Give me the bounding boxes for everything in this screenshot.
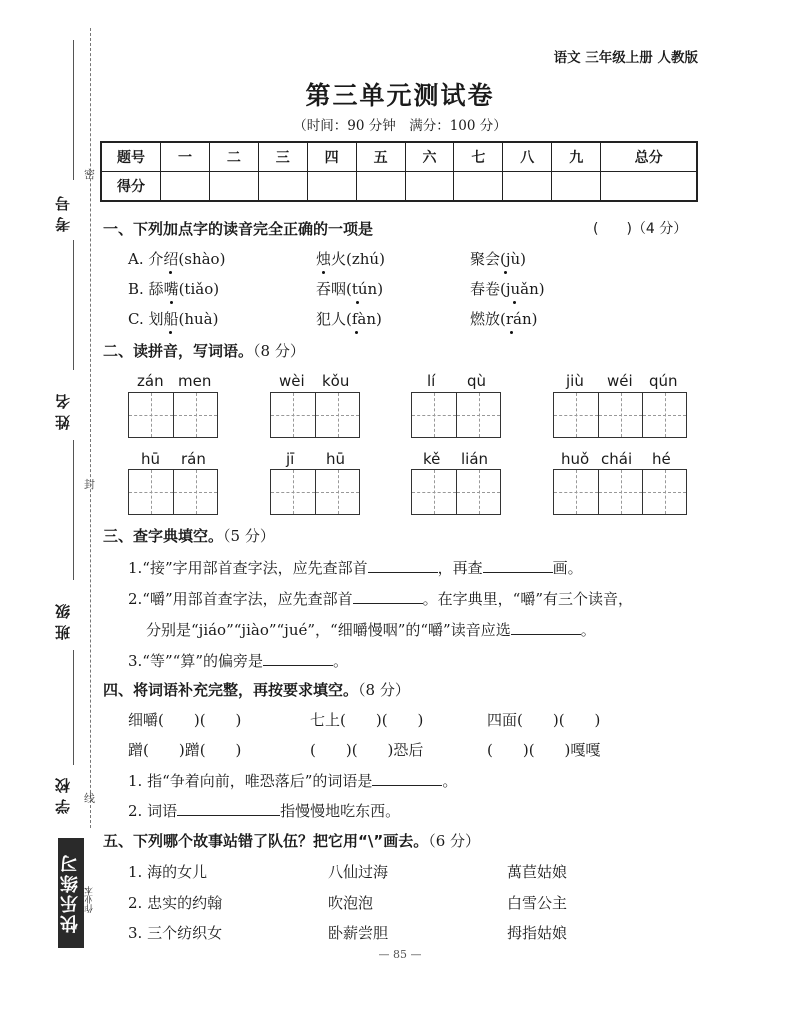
opt-text: (shào) [178,250,226,268]
writing-grid[interactable] [128,469,218,515]
opt-dotted-char: 会(jù) [485,250,527,268]
pinyin: rán [181,450,206,468]
seal-mark-mi: 密 [84,168,95,181]
q5-story[interactable]: 1. 海的女儿 [128,863,208,881]
q4-text: 。 [442,772,458,790]
answer-blank[interactable] [353,587,423,604]
pinyin: huǒ [561,450,590,468]
q2-title-text: 二、读拼音，写词语。 [103,342,254,360]
pinyin: men [178,372,212,390]
answer-blank[interactable] [511,618,581,635]
q1-option-c-2 [316,308,382,329]
opt-dotted-char: 人(fàn) [331,310,382,328]
q4-title [103,679,410,700]
writing-grid[interactable] [128,392,218,438]
q3-text: 2.“嚼”用部首查字法，应先查部首 [128,590,353,608]
seal-mark-feng: 封 [84,478,95,491]
score-cell[interactable] [356,172,405,202]
q3-text: 3.“等”“算”的偏旁是 [128,652,263,670]
grid-cell[interactable] [315,393,359,437]
writing-grid[interactable] [411,392,501,438]
q3-text: 。在字典里，“嚼”有三个读音， [422,590,633,608]
grid-cell[interactable] [456,470,500,514]
q2-title [103,340,305,361]
answer-blank[interactable] [263,649,333,666]
q4-word[interactable]: 蹭( )蹭( ) [128,741,242,759]
q5-story[interactable]: 拇指姑娘 [507,924,568,942]
q5-points: （6 分） [428,832,481,850]
q5-story[interactable]: 萬苣姑娘 [507,863,568,881]
kaohao-label: 考号 [54,190,72,232]
q3-points: （5 分） [223,527,275,545]
grid-cell[interactable] [598,393,642,437]
grid-cell[interactable] [598,470,642,514]
q4-word[interactable]: 四面( )( ) [487,711,601,729]
q1-answer-box[interactable]: ( ) [593,221,632,237]
q3-line-4 [128,649,348,671]
q5-story[interactable]: 卧薪尝胆 [328,924,389,942]
q1-points: （4 分） [631,221,688,237]
score-table-score-row [101,172,697,202]
score-cell[interactable] [405,172,454,202]
page-title: 第三单元测试卷 [305,81,495,110]
series-label: 语文 三年级上册 人教版 [553,50,698,66]
pinyin: hū [326,450,346,468]
grid-cell[interactable] [456,393,500,437]
q4-text: 2. 词语 [128,802,178,820]
pinyin: hé [652,450,671,468]
banji-label: 班级 [54,598,72,640]
grid-cell[interactable] [129,393,173,437]
pinyin: jī [286,450,295,468]
pinyin: chái [601,450,633,468]
score-header-cell: 五 [356,142,405,172]
grid-cell[interactable] [173,393,217,437]
score-cell[interactable] [209,172,258,202]
answer-blank[interactable] [372,769,442,786]
xuexiao-underline [73,650,74,765]
q5-story[interactable]: 八仙过海 [328,863,389,881]
seal-mark-xian: 线 [84,792,95,805]
q1-option-a-1 [128,248,225,269]
q3-line-2 [128,587,633,609]
q5-story[interactable]: 吹泡泡 [328,894,374,912]
score-header-cell: 七 [454,142,503,172]
q3-line-3 [146,618,596,640]
score-header-cell: 八 [503,142,552,172]
pinyin: lí [427,372,436,390]
xingming-underline [73,240,74,370]
pinyin: qù [467,372,487,390]
score-table-header-row [101,142,697,172]
score-cell[interactable] [161,172,210,202]
binding-dashed-line [90,28,91,828]
answer-blank[interactable] [368,556,438,573]
q3-text: 。 [333,652,349,670]
writing-grid[interactable] [270,392,360,438]
grid-cell[interactable] [315,470,359,514]
score-header-cell: 三 [258,142,307,172]
page-subtitle: （时间：90 分钟 满分：100 分） [293,118,507,134]
writing-grid[interactable] [411,469,501,515]
answer-blank[interactable] [483,556,553,573]
q4-word[interactable]: 七上( )( ) [310,711,424,729]
grid-cell[interactable] [173,470,217,514]
q4-word[interactable]: ( )( )嘎嘎 [487,741,601,759]
opt-text: A. 介 [128,250,164,268]
opt-dotted-char: 绍 [163,250,179,268]
score-cell[interactable] [503,172,552,202]
q1-option-b-3 [470,278,545,299]
opt-text: 犯 [316,310,332,328]
brand-logo: 快乐练习 [58,838,84,948]
grid-cell[interactable] [642,470,686,514]
q4-line-2 [128,799,400,821]
q4-line-1 [128,769,457,791]
opt-dotted-char: 放(rán) [485,310,538,328]
writing-grid[interactable] [553,469,687,515]
q5-story[interactable]: 3. 三个纺织女 [128,924,223,942]
grid-cell[interactable] [412,393,456,437]
q5-title [103,830,480,851]
q4-text: 指慢慢地吃东西。 [280,802,401,820]
opt-text: 聚 [470,250,486,268]
q1-title-text: 一、下列加点字的读音完全正确的一项是 [103,220,374,238]
q1-option-b-2 [316,278,383,299]
grid-cell[interactable] [554,470,598,514]
q4-text: 1. 指“争着向前，唯恐落后”的词语是 [128,772,373,790]
score-header-cell: 题号 [101,142,161,172]
opt-dotted-char: 卷(juǎn) [485,280,545,298]
pinyin: wèi [279,372,305,390]
score-header-cell: 六 [405,142,454,172]
opt-dotted-char: 嘴 [163,280,179,298]
q3-text: 1.“接”字用部首查字法，应先查部首 [128,559,368,577]
pinyin: hū [141,450,161,468]
q4-word[interactable]: 细嚼( )( ) [128,711,242,729]
q1-option-a-2 [316,248,385,269]
q4-title-text: 四、将词语补充完整，再按要求填空。 [103,681,359,699]
score-table [100,141,698,202]
xuexiao-label: 学校 [54,772,72,814]
opt-text: (huà) [178,310,219,328]
q4-word[interactable]: ( )( )恐后 [310,741,424,759]
opt-dotted-char: 烛 [316,250,332,268]
grid-cell[interactable] [412,470,456,514]
brand-sub-label: 作业本 [85,886,95,913]
score-cell[interactable] [258,172,307,202]
opt-text: 火(zhú) [331,250,385,268]
pinyin: wéi [607,372,633,390]
score-cell[interactable] [454,172,503,202]
q1-option-a-3 [470,248,526,269]
q3-text: 。 [580,621,596,639]
q3-text: ，再查 [437,559,483,577]
q3-text: 分别是“jiáo”“jiào”“jué”，“细嚼慢咽”的“嚼”读音应选 [146,621,511,639]
q5-story[interactable]: 白雪公主 [507,894,568,912]
q4-points: （8 分） [358,681,410,699]
q1-answer [593,218,687,238]
opt-text: 吞 [316,280,332,298]
q3-text: 画。 [552,559,583,577]
opt-dotted-char: 咽(tún) [331,280,384,298]
banji-underline [73,440,74,580]
pinyin: qún [649,372,678,390]
opt-text: (tiǎo) [178,280,220,298]
opt-text: C. 划 [128,310,164,328]
score-header-cell: 二 [209,142,258,172]
score-header-cell: 总分 [601,142,697,172]
score-header-cell: 一 [161,142,210,172]
q5-title-text: 五、下列哪个故事站错了队伍？把它用“\”画去。 [103,832,429,850]
grid-cell[interactable] [129,470,173,514]
score-cell[interactable] [601,172,697,202]
score-header-cell: 九 [552,142,601,172]
q1-option-c-1 [128,308,218,329]
score-cell[interactable] [552,172,601,202]
page-number: — 85 — [378,948,422,961]
grid-cell[interactable] [554,393,598,437]
answer-blank[interactable] [177,799,280,816]
q1-option-c-3 [470,308,538,329]
q3-line-1 [128,556,583,578]
opt-text: B. 舔 [128,280,164,298]
opt-text: 燃 [470,310,486,328]
pinyin: kě [423,450,441,468]
opt-dotted-char: 船 [163,310,179,328]
grid-cell[interactable] [642,393,686,437]
q1-option-b-1 [128,278,219,299]
pinyin: jiù [566,372,584,390]
q1-title [103,218,373,239]
pinyin: kǒu [322,372,350,390]
pinyin: zán [137,372,164,390]
score-header-cell: 四 [307,142,356,172]
q3-title [103,525,275,546]
pinyin: lián [461,450,489,468]
xingming-label: 姓名 [54,388,72,430]
writing-grid[interactable] [270,469,360,515]
score-row-label: 得分 [101,172,161,202]
q5-story[interactable]: 2. 忠实的约翰 [128,894,223,912]
q2-points: （8 分） [253,342,305,360]
grid-cell[interactable] [271,393,315,437]
opt-text: 春 [470,280,486,298]
q3-title-text: 三、查字典填空。 [103,527,224,545]
writing-grid[interactable] [553,392,687,438]
grid-cell[interactable] [271,470,315,514]
score-cell[interactable] [307,172,356,202]
